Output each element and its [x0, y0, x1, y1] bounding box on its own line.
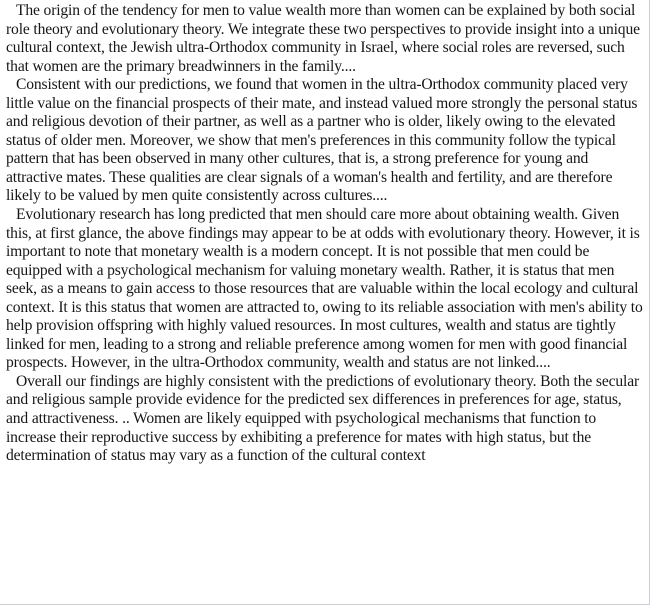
paragraph-origin: The origin of the tendency for men to value wealth more than women can be explained by both social role theory and evolutionary theory. We integrate these two perspectives to provide insight into a unique cultural context, the Jewish ultra-Orthodox community in Israel, where social roles are reversed, such that women are the primary breadwinners in the family.... [6, 2, 640, 75]
paragraph-overall: Overall our findings are highly consistent with the predictions of evolutionary theory. Both the secular and religious sample provide evidence for the predicted sex differences in preferences for age, status, and attractiveness. .. Women are likely equipped with psychological mechanisms that function to increase their reproductive success by exhibiting a preference for mates with high status, but the determination of status may vary as a function of the cultural context [6, 372, 640, 465]
paragraph-evolutionary-research: Evolutionary research has long predicted that men should care more about obtaining wealth. Given this, at first glance, the above findings may appear to be at odds with evolutionary theory. However, it is important to note that monetary wealth is a modern concept. It is not possible that men could be equipped with a psychological mechanism for valuing monetary wealth. Rather, it is status that men seek, as a means to gain access to those resources that are valuable within the local ecology and cultural context. It is this status that women are attracted to, owing to its reliable association with men's ability to help provision offspring with highly valued resources. In most cultures, wealth and status are tightly linked for men, leading to a strong and reliable preference among women for men with good financial prospects. However, in the ultra-Orthodox community, wealth and status are not linked.... [6, 206, 643, 372]
paragraph-consistent: Consistent with our predictions, we found that women in the ultra-Orthodox community placed very little value on the financial prospects of their mate, and instead valued more strongly the personal status and religious devotion of their partner, as well as a partner who is older, likely owing to the elevated status of older men. Moreover, we show that men's preferences in this community follow the typical pattern that has been observed in many other cultures, that is, a strong preference for young and attractive mates. These qualities are clear signals of a woman's health and fertility, and are therefore likely to be valued by men quite consistently across cultures.... [6, 76, 638, 205]
